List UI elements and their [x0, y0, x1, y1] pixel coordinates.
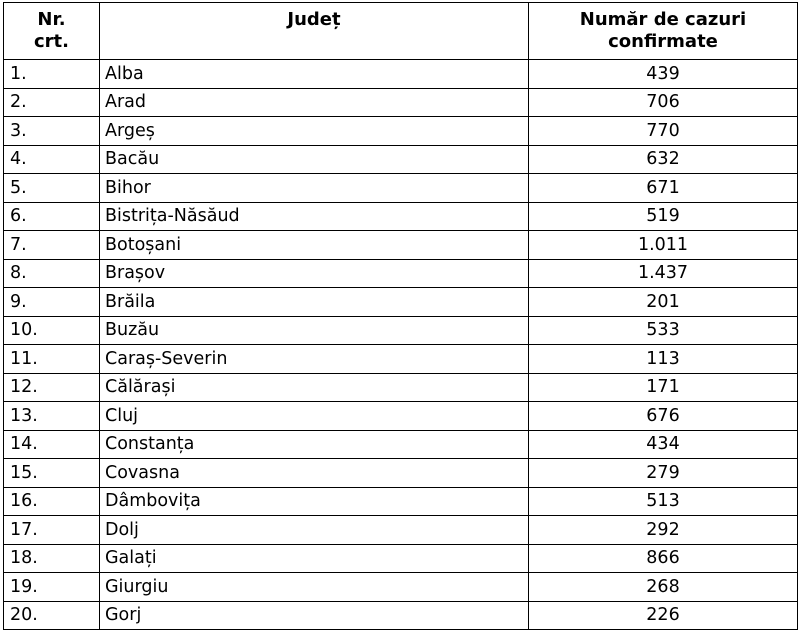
confirmed-cases-cell: 439: [529, 60, 798, 89]
row-number-cell: 7.: [4, 231, 100, 260]
row-number-cell: 16.: [4, 487, 100, 516]
header-judet-label: Județ: [287, 9, 341, 30]
cases-table: [3, 2, 798, 630]
confirmed-cases-cell: 676: [529, 402, 798, 431]
header-nr-crt: [4, 3, 100, 60]
row-number-cell: 1.: [4, 60, 100, 89]
row-number-cell: 5.: [4, 174, 100, 203]
row-number-cell: 9.: [4, 288, 100, 317]
county-cell: Cluj: [100, 402, 529, 431]
table-row: [4, 345, 798, 374]
header-numar-cazuri: [529, 3, 798, 60]
county-cell: Alba: [100, 60, 529, 89]
table-row: [4, 117, 798, 146]
county-cell: Buzău: [100, 316, 529, 345]
table-row: [4, 174, 798, 203]
row-number-cell: 6.: [4, 202, 100, 231]
table-row: [4, 202, 798, 231]
confirmed-cases-cell: 533: [529, 316, 798, 345]
row-number-cell: 15.: [4, 459, 100, 488]
table-row: [4, 544, 798, 573]
confirmed-cases-cell: 226: [529, 601, 798, 630]
confirmed-cases-cell: 519: [529, 202, 798, 231]
county-cell: Bihor: [100, 174, 529, 203]
row-number-cell: 13.: [4, 402, 100, 431]
county-cell: Constanța: [100, 430, 529, 459]
table-row: [4, 88, 798, 117]
table-row: [4, 288, 798, 317]
table-row: [4, 231, 798, 260]
confirmed-cases-cell: 113: [529, 345, 798, 374]
row-number-cell: 18.: [4, 544, 100, 573]
header-nr-line2: crt.: [34, 31, 69, 52]
county-cell: Brașov: [100, 259, 529, 288]
confirmed-cases-cell: 292: [529, 516, 798, 545]
county-cell: Arad: [100, 88, 529, 117]
table-row: [4, 259, 798, 288]
confirmed-cases-cell: 279: [529, 459, 798, 488]
confirmed-cases-cell: 201: [529, 288, 798, 317]
county-cell: Argeș: [100, 117, 529, 146]
county-cell: Dâmbovița: [100, 487, 529, 516]
table-row: [4, 573, 798, 602]
county-cell: Dolj: [100, 516, 529, 545]
county-cell: Bacău: [100, 145, 529, 174]
table-row: [4, 459, 798, 488]
table-row: [4, 516, 798, 545]
table-row: [4, 402, 798, 431]
row-number-cell: 12.: [4, 373, 100, 402]
confirmed-cases-cell: 1.437: [529, 259, 798, 288]
table-row: [4, 60, 798, 89]
confirmed-cases-cell: 171: [529, 373, 798, 402]
row-number-cell: 17.: [4, 516, 100, 545]
confirmed-cases-cell: 434: [529, 430, 798, 459]
confirmed-cases-cell: 268: [529, 573, 798, 602]
confirmed-cases-cell: 770: [529, 117, 798, 146]
table-row: [4, 430, 798, 459]
county-cell: Gorj: [100, 601, 529, 630]
row-number-cell: 2.: [4, 88, 100, 117]
table-row: [4, 487, 798, 516]
header-numar-line1: Număr de cazuri: [579, 9, 747, 30]
table-row: [4, 601, 798, 630]
table-row: [4, 373, 798, 402]
row-number-cell: 14.: [4, 430, 100, 459]
header-nr-line1: Nr.: [37, 9, 66, 30]
confirmed-cases-cell: 513: [529, 487, 798, 516]
confirmed-cases-cell: 671: [529, 174, 798, 203]
row-number-cell: 3.: [4, 117, 100, 146]
county-cell: Călărași: [100, 373, 529, 402]
header-row: [4, 3, 798, 60]
header-numar-line2: confirmate: [608, 31, 718, 52]
county-cell: Giurgiu: [100, 573, 529, 602]
confirmed-cases-cell: 706: [529, 88, 798, 117]
row-number-cell: 10.: [4, 316, 100, 345]
row-number-cell: 20.: [4, 601, 100, 630]
table-row: [4, 145, 798, 174]
county-cell: Brăila: [100, 288, 529, 317]
confirmed-cases-cell: 866: [529, 544, 798, 573]
table-body: [4, 60, 798, 630]
county-cell: Bistrița-Năsăud: [100, 202, 529, 231]
county-cell: Botoșani: [100, 231, 529, 260]
header-judet: [100, 3, 529, 60]
row-number-cell: 11.: [4, 345, 100, 374]
row-number-cell: 4.: [4, 145, 100, 174]
county-cell: Galați: [100, 544, 529, 573]
row-number-cell: 8.: [4, 259, 100, 288]
county-cell: Covasna: [100, 459, 529, 488]
row-number-cell: 19.: [4, 573, 100, 602]
table-row: [4, 316, 798, 345]
confirmed-cases-cell: 632: [529, 145, 798, 174]
confirmed-cases-cell: 1.011: [529, 231, 798, 260]
county-cell: Caraș-Severin: [100, 345, 529, 374]
